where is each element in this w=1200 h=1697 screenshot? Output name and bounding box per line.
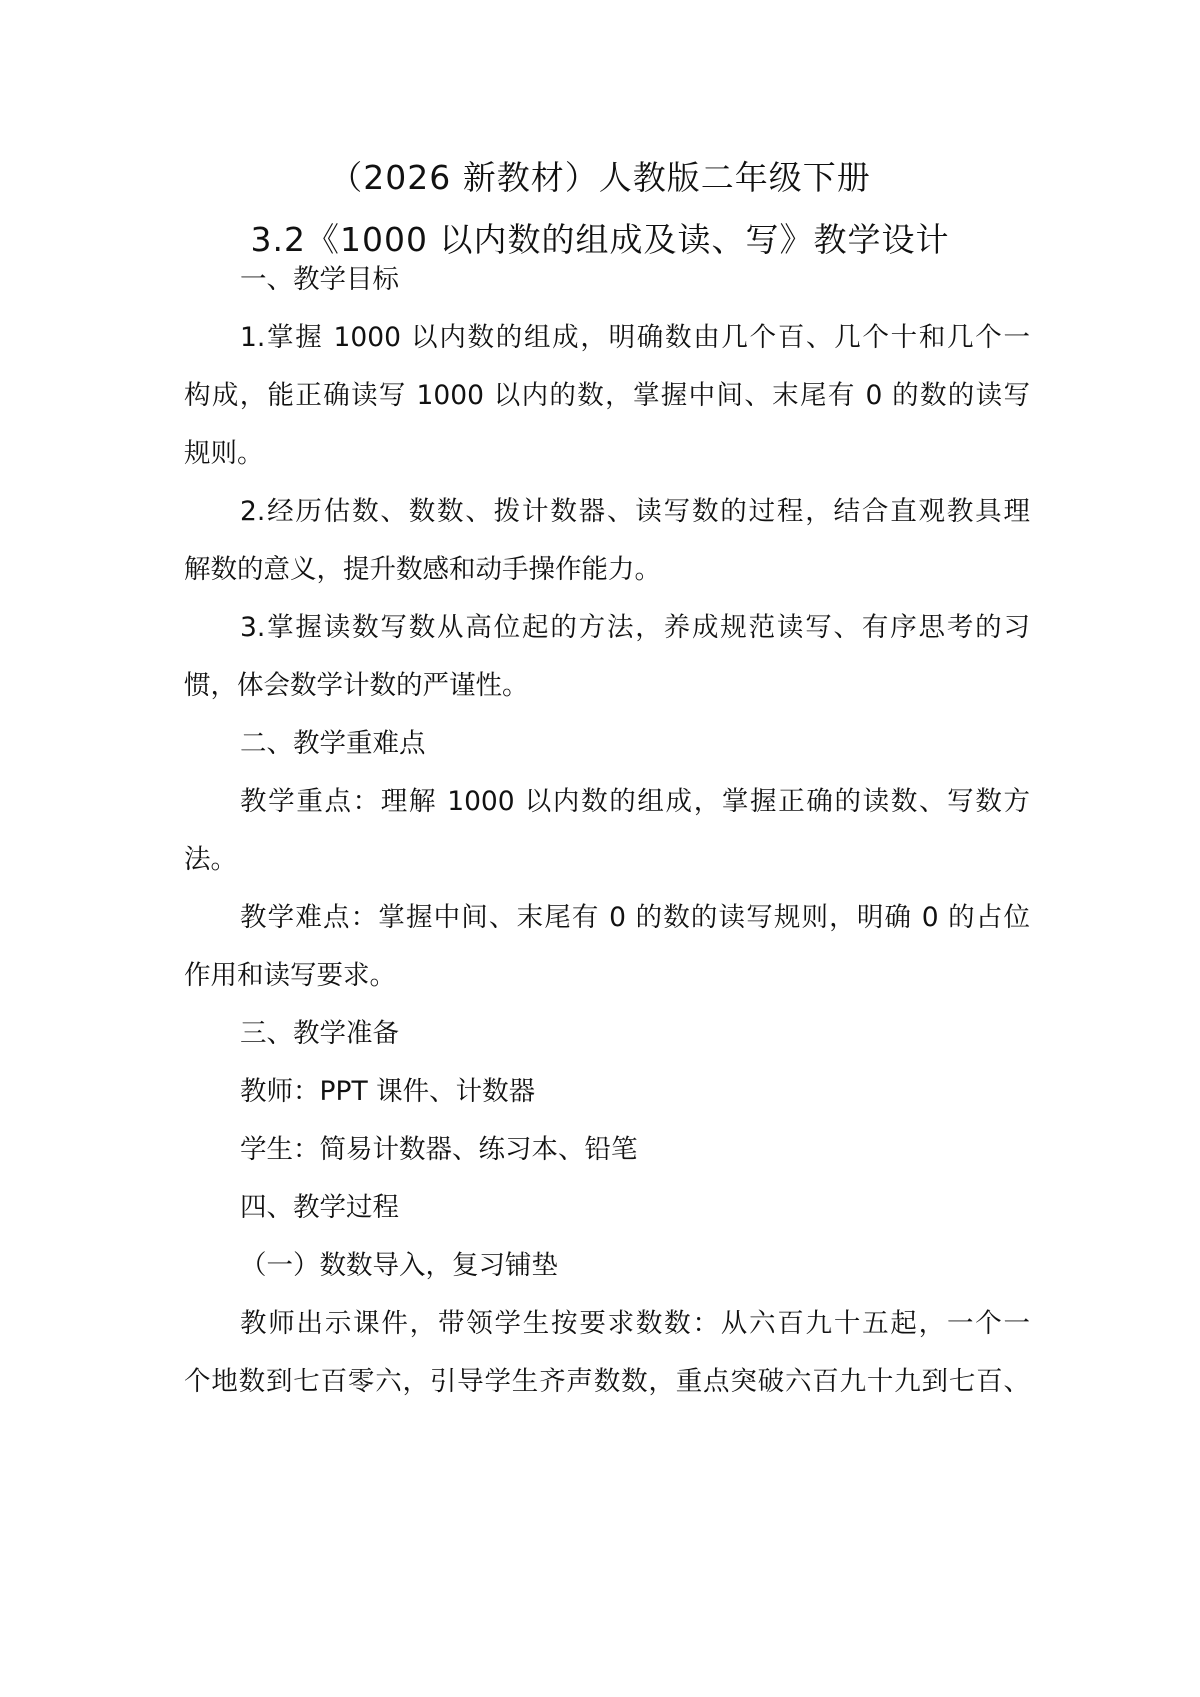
section-heading-preparation: 三、教学准备 <box>240 1018 399 1049</box>
paragraph-line: 教学难点：掌握中间、末尾有 0 的数的读写规则，明确 0 的占位 <box>240 902 1030 933</box>
paragraph-line: 2.经历估数、数数、拨计数器、读写数的过程，结合直观教具理 <box>240 496 1030 527</box>
paragraph-line: 教师出示课件，带领学生按要求数数：从六百九十五起，一个一 <box>240 1308 1030 1339</box>
paragraph-line: 3.掌握读数写数从高位起的方法，养成规范读写、有序思考的习 <box>240 612 1030 643</box>
paragraph-line: 法。 <box>184 844 237 875</box>
section-heading-key-points: 二、教学重难点 <box>240 728 426 759</box>
paragraph-line: 学生：简易计数器、练习本、铅笔 <box>240 1134 638 1165</box>
paragraph-line: 教师：PPT 课件、计数器 <box>240 1076 536 1107</box>
paragraph-line: 构成，能正确读写 1000 以内的数，掌握中间、末尾有 0 的数的读写 <box>184 380 1030 411</box>
paragraph-line: 教学重点：理解 1000 以内数的组成，掌握正确的读数、写数方 <box>240 786 1030 817</box>
document-title-line-1: （2026 新教材）人教版二年级下册 <box>329 158 871 197</box>
paragraph-line: 解数的意义，提升数感和动手操作能力。 <box>184 554 661 585</box>
subsection-heading: （一）数数导入，复习铺垫 <box>240 1250 558 1281</box>
paragraph-line: 1.掌握 1000 以内数的组成，明确数由几个百、几个十和几个一 <box>240 322 1030 353</box>
document-title-line-2: 3.2《1000 以内数的组成及读、写》教学设计 <box>250 220 950 259</box>
section-heading-objectives: 一、教学目标 <box>240 264 399 295</box>
paragraph-line: 作用和读写要求。 <box>184 960 396 991</box>
section-heading-process: 四、教学过程 <box>240 1192 399 1223</box>
paragraph-line: 规则。 <box>184 438 264 469</box>
paragraph-line: 惯，体会数学计数的严谨性。 <box>184 670 529 701</box>
paragraph-line: 个地数到七百零六，引导学生齐声数数，重点突破六百九十九到七百、 <box>184 1366 1030 1397</box>
